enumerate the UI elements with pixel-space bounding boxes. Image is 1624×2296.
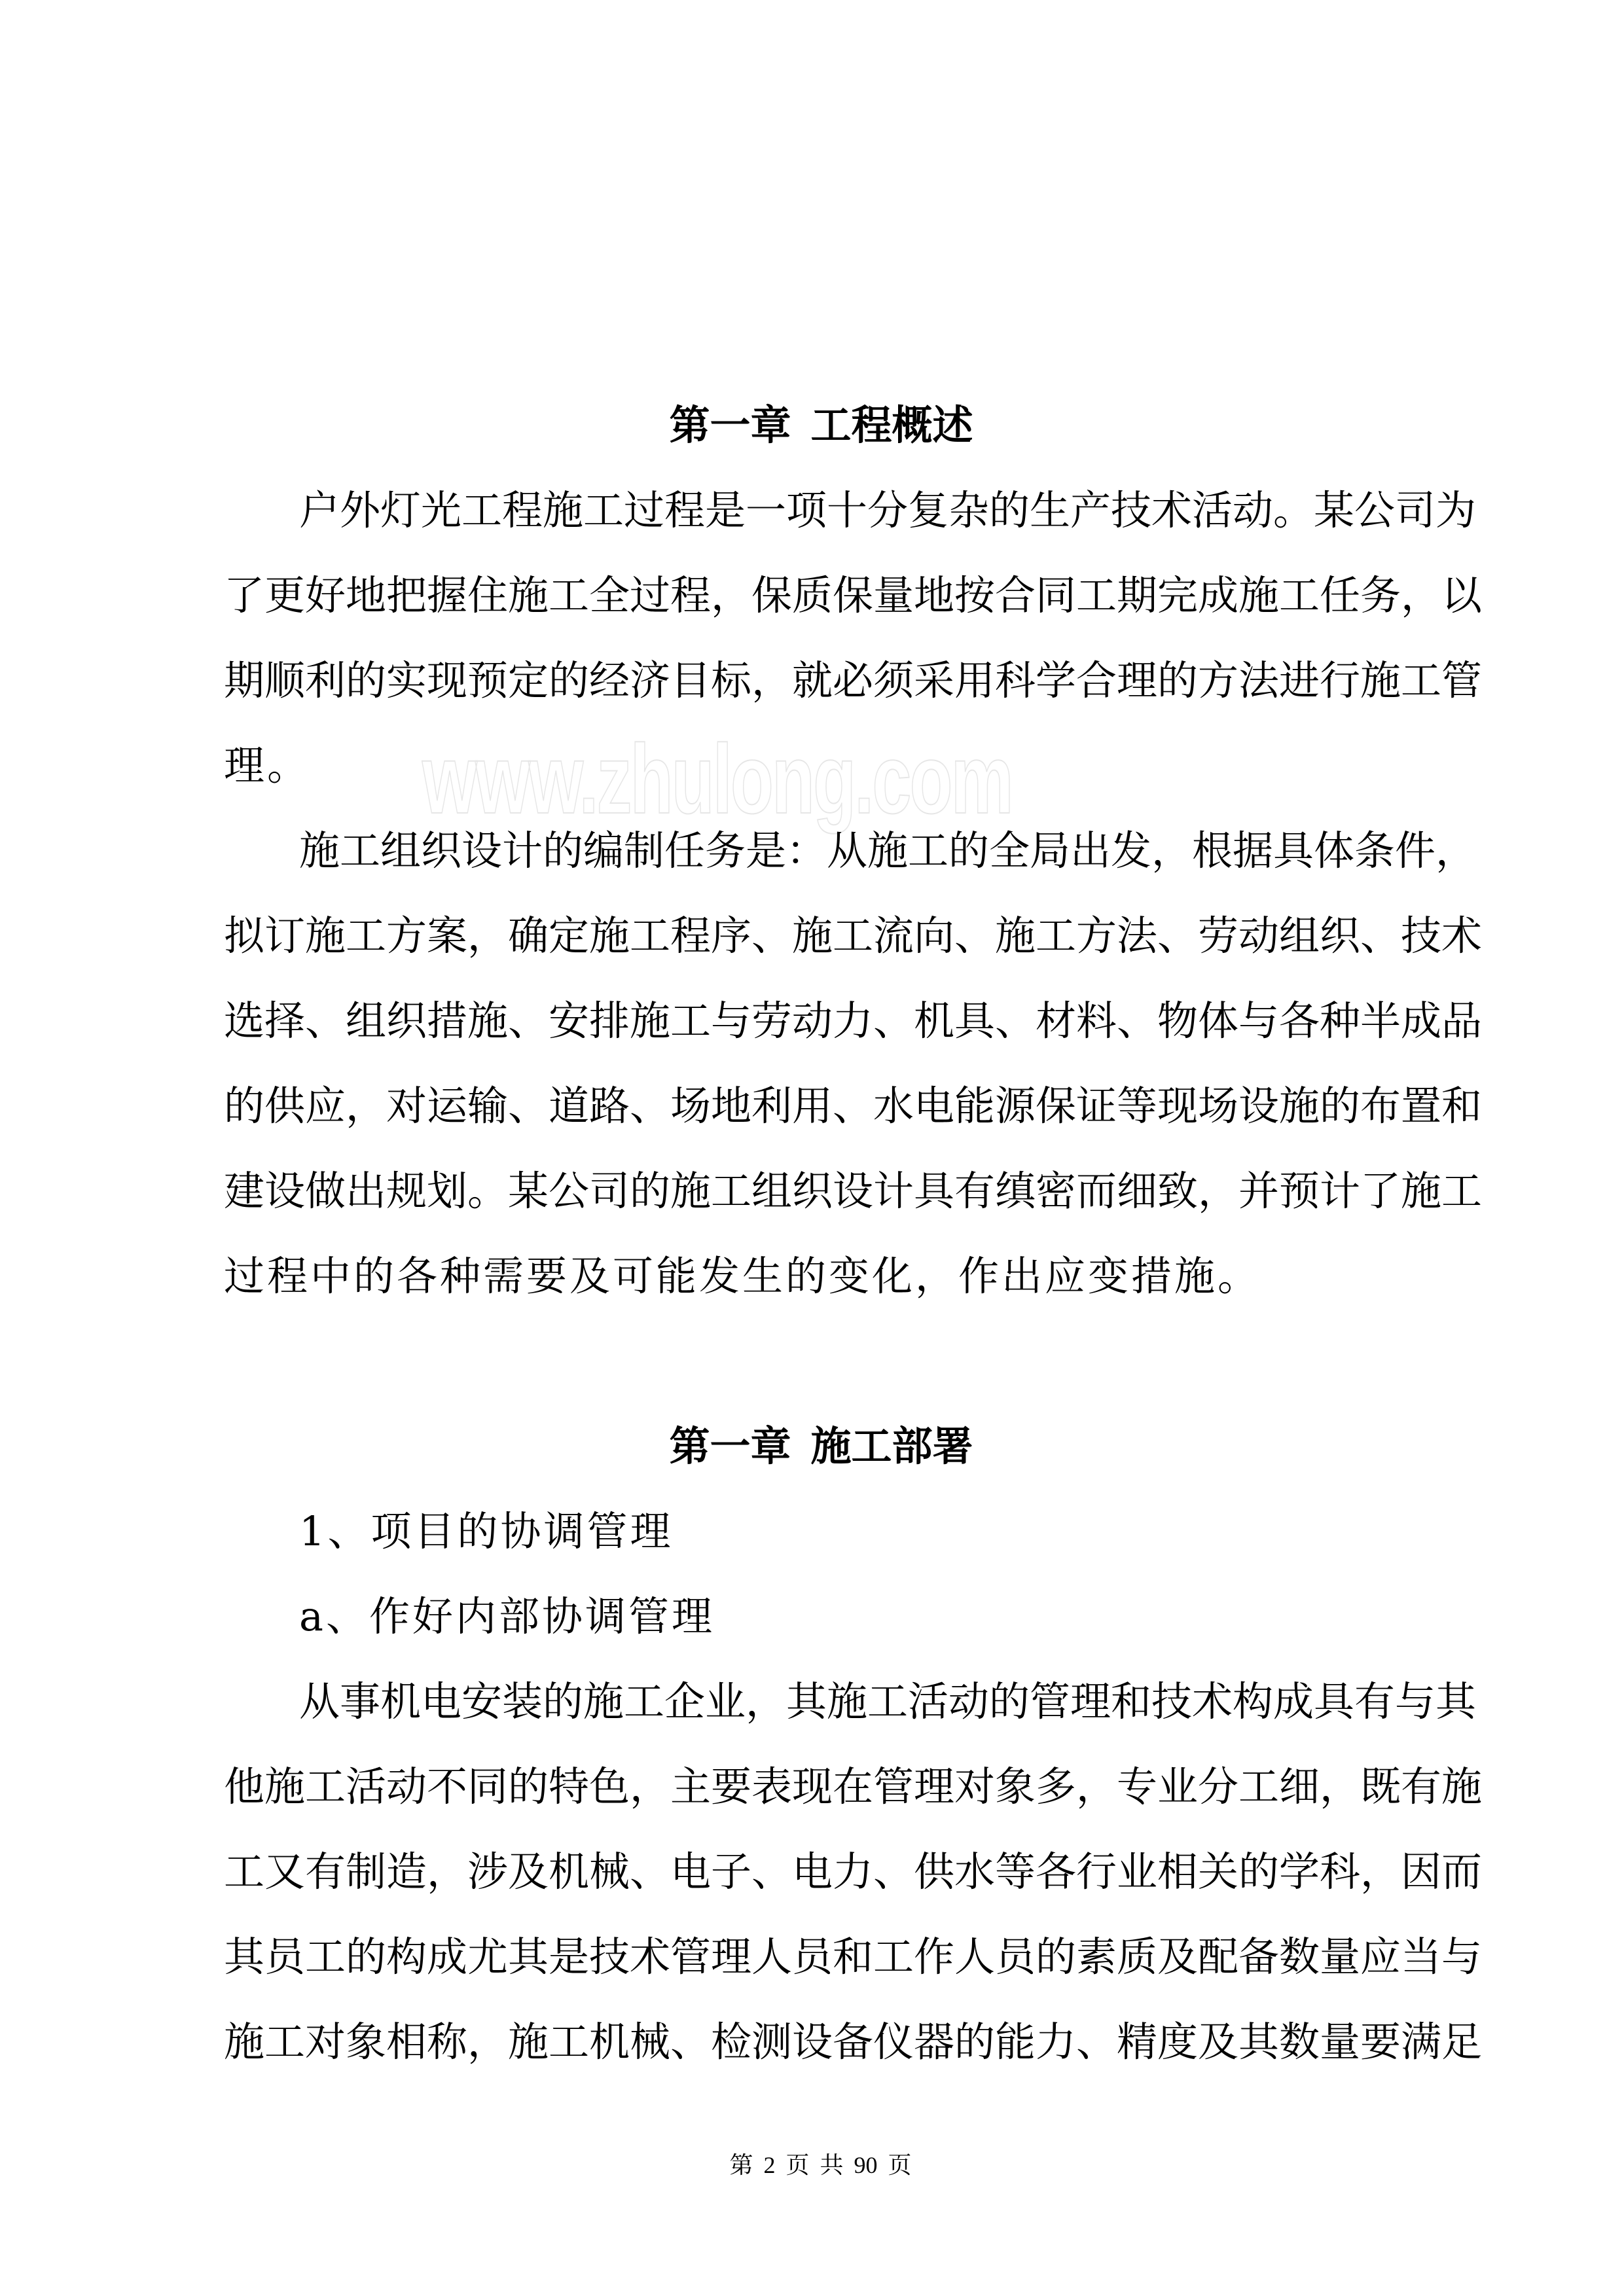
chapter-title: 施工部署	[810, 1422, 973, 1470]
footer-total-suffix: 页	[888, 2152, 912, 2178]
chapter-number: 第一章	[669, 401, 791, 449]
paragraph-line: 建设做出规划。某公司的施工组织设计具有缜密而细致，并预计了施工	[224, 1167, 1483, 1215]
paragraph-line: 理。	[224, 742, 311, 789]
total-page-count: 90	[854, 2152, 878, 2178]
chapter-heading-overview	[0, 383, 1624, 468]
paragraph-line: 了更好地把握住施工全过程，保质保量地按合同工期完成施工任务，以	[224, 571, 1483, 619]
paragraph-line: 过程中的各种需要及可能发生的变化，作出应变措施。	[224, 1252, 1261, 1300]
paragraph-line: 其员工的构成尤其是技术管理人员和工作人员的素质及配备数量应当与	[224, 1933, 1483, 1981]
chapter-title: 工程概述	[810, 401, 973, 449]
page-footer	[0, 2145, 1624, 2185]
footer-page-word: 页	[785, 2152, 810, 2178]
chapter-number: 第一章	[669, 1422, 791, 1470]
paragraph-line: 工又有制造，涉及机械、电子、电力、供水等各行业相关的学科，因而	[224, 1848, 1483, 1895]
chapter-heading-deployment	[0, 1404, 1624, 1489]
paragraph-line: 户外灯光工程施工过程是一项十分复杂的生产技术活动。某公司为	[299, 486, 1477, 534]
paragraph-line: 从事机电安装的施工企业，其施工活动的管理和技术构成具有与其	[299, 1677, 1477, 1725]
current-page-number: 2	[763, 2152, 776, 2178]
watermark: www.zhulong.com	[422, 724, 1012, 834]
paragraph-line: 选择、组织措施、安排施工与劳动力、机具、材料、物体与各种半成品	[224, 997, 1483, 1045]
paragraph-line: 他施工活动不同的特色，主要表现在管理对象多，专业分工细，既有施	[224, 1763, 1483, 1810]
paragraph-line: 拟订施工方案，确定施工程序、施工流向、施工方法、劳动组织、技术	[224, 912, 1483, 960]
footer-total-prefix: 共	[820, 2152, 844, 2178]
subheading-lettered: a、作好内部协调管理	[299, 1592, 715, 1640]
paragraph-line: 施工对象相称，施工机械、检测设备仪器的能力、精度及其数量要满足	[224, 2018, 1483, 2066]
footer-prefix: 第	[729, 2152, 753, 2178]
paragraph-line: 期顺利的实现预定的经济目标，就必须采用科学合理的方法进行施工管	[224, 656, 1483, 704]
paragraph-line: 施工组织设计的编制任务是：从施工的全局出发，根据具体条件，	[299, 827, 1477, 874]
paragraph-line: 的供应，对运输、道路、场地利用、水电能源保证等现场设施的布置和	[224, 1082, 1483, 1130]
subheading-numbered: 1、项目的协调管理	[299, 1507, 674, 1555]
